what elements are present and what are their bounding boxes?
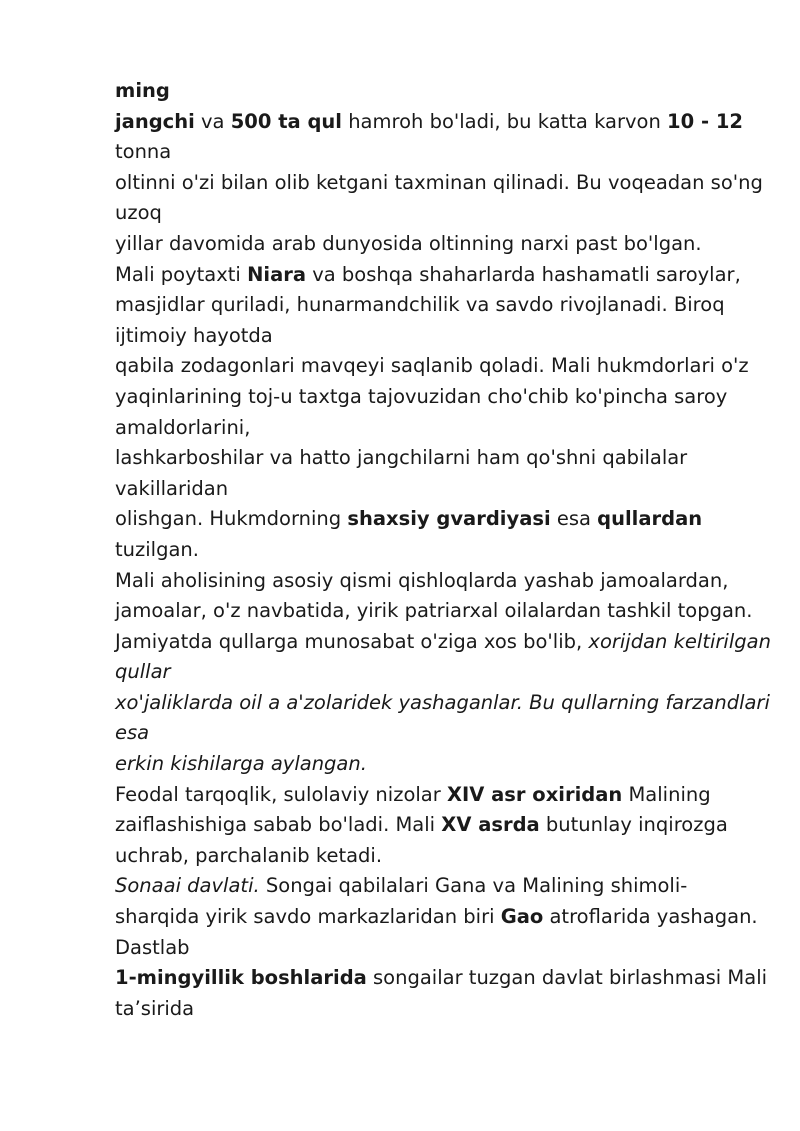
bold-text: Gao — [500, 905, 544, 929]
text-run: atroflarida yashagan. — [543, 905, 758, 929]
text-run: ijtimoiy hayotda — [115, 323, 273, 347]
italic-text: xo'jaliklarda oil a a'zolaridek yashaganlar. Bu qullarning farzandlari — [115, 690, 770, 714]
italic-text: qullar — [115, 660, 171, 684]
text-run: uchrab, parchalanib ketadi. — [115, 843, 383, 867]
italic-text: xorijdan keltirilgan — [588, 629, 771, 653]
text-line — [115, 413, 755, 444]
text-run: hamroh bo'ladi, bu katta karvon — [342, 109, 668, 133]
text-run: tonna — [115, 140, 172, 164]
text-line — [115, 198, 755, 229]
text-line — [115, 963, 768, 994]
text-run: Songai qabilalari Gana va Malining shimoli- — [259, 874, 688, 898]
text-line — [115, 933, 755, 964]
italic-text: esa — [115, 721, 150, 745]
text-line — [115, 718, 755, 749]
bold-text: shaxsiy gvardiyasi — [347, 507, 551, 531]
text-line — [115, 474, 755, 505]
text-run: Malining — [622, 782, 711, 806]
text-run: esa — [550, 507, 598, 531]
text-line — [115, 382, 755, 413]
text-line — [115, 137, 755, 168]
text-run: vakillaridan — [115, 476, 229, 500]
text-run: yaqinlarining toj-u taxtga tajovuzidan cho'chib ko'pincha saroy — [115, 384, 728, 408]
bold-text: 1-mingyillik boshlarida — [115, 966, 367, 990]
text-run: Mali aholisining asosiy qismi qishloqlarda yashab jamoalardan, — [115, 568, 729, 592]
text-line — [115, 994, 755, 1025]
text-run: oltinni o'zi bilan olib ketgani taxminan qilinadi. Bu voqeadan so'ng — [115, 170, 763, 194]
text-line — [115, 504, 755, 535]
bold-text: jangchi — [115, 109, 195, 133]
text-line — [115, 902, 758, 933]
bold-text: 500 ta qul — [230, 109, 342, 133]
text-line — [115, 535, 755, 566]
text-run: tuzilgan. — [115, 537, 199, 561]
text-run: qabila zodagonlari mavqeyi saqlanib qoladi. Mali hukmdorlari o'z — [115, 354, 749, 378]
text-run: Feodal tarqoqlik, sulolaviy nizolar — [115, 782, 447, 806]
text-line — [115, 657, 755, 688]
text-line — [115, 229, 755, 260]
text-line — [115, 290, 755, 321]
bold-text: XIV asr oxiridan — [446, 782, 623, 806]
text-line — [115, 596, 755, 627]
text-run: va — [194, 109, 231, 133]
text-line — [115, 871, 755, 902]
text-run: sharqida yirik savdo markazlaridan biri — [115, 905, 501, 929]
text-line — [115, 627, 771, 658]
text-run: amaldorlarini, — [115, 415, 251, 439]
text-run: songailar tuzgan davlat birlashmasi Mali — [366, 966, 768, 990]
text-line — [115, 107, 755, 138]
italic-text: Sonaai davlati. — [115, 874, 260, 898]
text-run: jamoalar, o'z navbatida, yirik patriarxal oilalardan tashkil topgan. — [115, 599, 753, 623]
text-run: masjidlar quriladi, hunarmandchilik va savdo rivojlanadi. Biroq — [115, 293, 725, 317]
text-run: lashkarboshilar va hatto jangchilarni ham qo'shni qabilalar — [115, 446, 688, 470]
text-run: butunlay inqirozga — [539, 813, 728, 837]
text-run: yillar davomida arab dunyosida oltinning narxi past bo'lgan. — [115, 231, 702, 255]
text-run: uzoq — [115, 201, 162, 225]
text-line — [115, 810, 755, 841]
text-line — [115, 260, 755, 291]
text-line — [115, 321, 755, 352]
text-line — [115, 749, 755, 780]
bold-text: Niara — [247, 262, 307, 286]
bold-text: 10 - 12 — [667, 109, 743, 133]
text-line — [115, 780, 755, 811]
text-line — [115, 443, 755, 474]
text-run: Mali poytaxti — [115, 262, 248, 286]
text-line — [115, 76, 755, 107]
text-line — [115, 566, 755, 597]
text-run: ta’sirida — [115, 996, 195, 1020]
bold-text: qullardan — [597, 507, 703, 531]
italic-text: erkin kishilarga aylangan. — [115, 752, 367, 776]
text-line — [115, 841, 755, 872]
text-run: olishgan. Hukmdorning — [115, 507, 348, 531]
text-run: zaiflashishiga sabab bo'ladi. Mali — [115, 813, 442, 837]
document-page — [115, 76, 771, 1024]
text-line — [115, 351, 755, 382]
text-run: Dastlab — [115, 935, 190, 959]
text-line — [115, 168, 763, 199]
text-run: Jamiyatda qullarga munosabat o'ziga xos bo'lib, — [115, 629, 589, 653]
text-line — [115, 688, 770, 719]
text-run: va boshqa shaharlarda hashamatli saroylar, — [306, 262, 741, 286]
bold-text: ming — [115, 79, 170, 102]
bold-text: XV asrda — [441, 813, 540, 837]
